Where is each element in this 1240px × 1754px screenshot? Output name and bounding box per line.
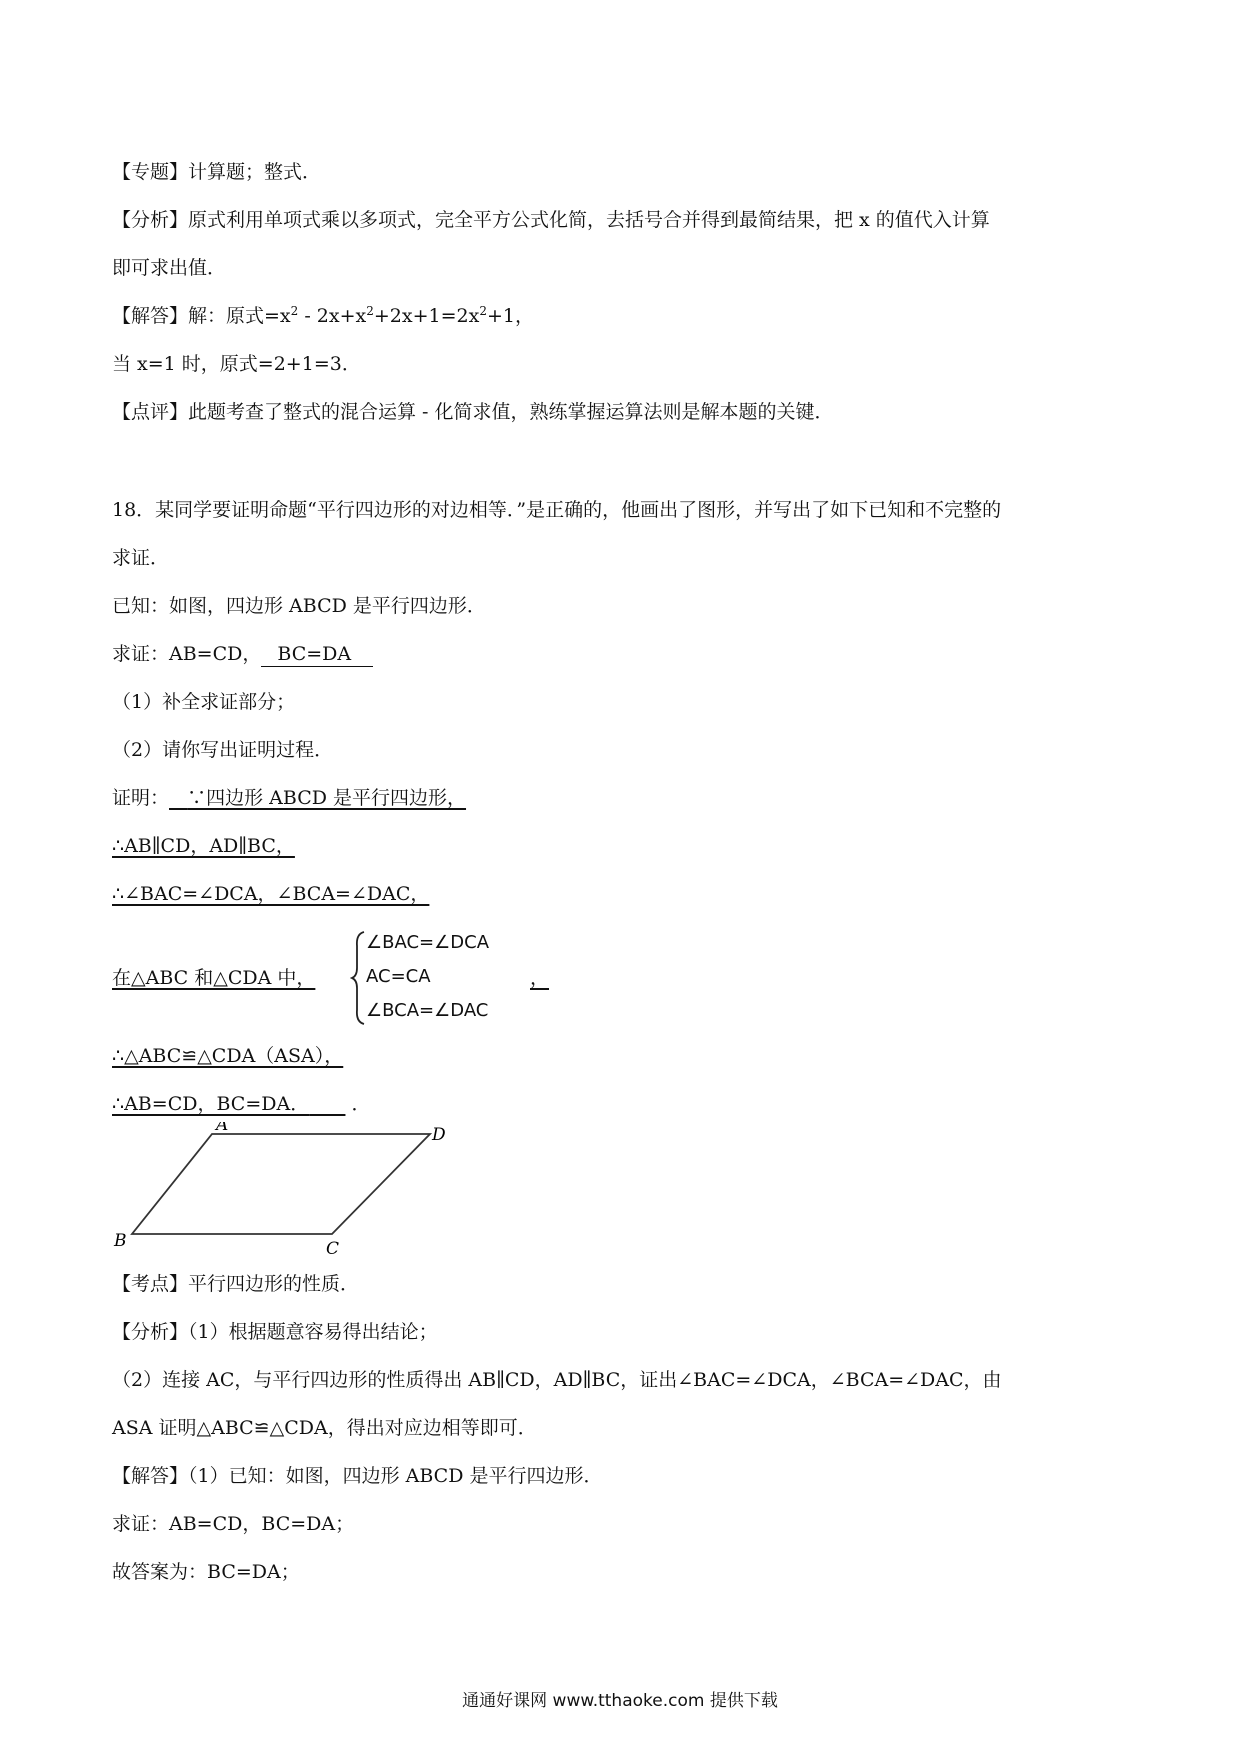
keypoint-line: 【考点】平行四边形的性质．	[112, 1273, 360, 1295]
q18-solution-2: 求证：AB=CD，BC=DA；	[112, 1513, 355, 1535]
parallelogram-shape	[132, 1134, 430, 1234]
prove-prefix: 求证：AB=CD，	[112, 643, 262, 665]
proof-step-3: ∴∠BAC=∠DCA，∠BCA=∠DAC，	[112, 883, 430, 905]
topic-line: 【专题】计算题；整式．	[112, 161, 322, 183]
vertex-label-b: B	[114, 1231, 127, 1251]
q18-task-1: （1）补全求证部分；	[112, 691, 296, 713]
proof-step-2: ∴AB∥CD，AD∥BC，	[112, 835, 295, 857]
q18-task-2: （2）请你写出证明过程．	[112, 739, 334, 761]
q18-stem-1: 18．某同学要证明命题“平行四边形的对边相等．”是正确的，他画出了图形，并写出了如下已知和不完整的	[112, 499, 1002, 521]
q18-solution-3: 故答案为：BC=DA；	[112, 1561, 300, 1583]
parallelogram-figure	[112, 1122, 450, 1258]
proof-step-6-line	[112, 1092, 371, 1116]
system-row-3: ∠BCA=∠DAC	[366, 1000, 489, 1021]
proof-step-1: ∵四边形 ABCD 是平行四边形，	[187, 787, 467, 809]
proof-end-period: ．	[351, 1093, 371, 1115]
proof-step-6: ∴AB=CD，BC=DA．	[112, 1093, 310, 1115]
proof-step-4: 在△ABC 和△CDA 中，	[112, 967, 316, 989]
substitution-line: 当 x=1 时，原式=2+1=3．	[112, 353, 361, 375]
proof-step-4-end: ，	[530, 967, 550, 989]
analysis-line-1: 【分析】原式利用单项式乘以多项式，完全平方公式化简，去括号合并得到最简结果，把 x 的值代入计算	[112, 209, 990, 231]
exponent-3: 2	[479, 304, 487, 318]
analysis-line-2: 即可求出值．	[112, 257, 227, 279]
q18-analysis-1: 【分析】（1）根据题意容易得出结论；	[112, 1321, 438, 1343]
q18-given: 已知：如图，四边形 ABCD 是平行四边形．	[112, 595, 486, 617]
exponent-1: 2	[290, 304, 299, 318]
parallelogram-diagram	[112, 1122, 450, 1258]
vertex-label-d: D	[432, 1125, 446, 1145]
answer-prefix: 【解答】解：原式=x	[112, 305, 291, 327]
proof-label: 证明：	[112, 787, 170, 809]
answer-part3: +2x+1=2x	[373, 305, 480, 327]
page-footer: 通通好课网 www.tthaoke.com 提供下载	[462, 1691, 778, 1711]
q18-solution-1: 【解答】（1）已知：如图，四边形 ABCD 是平行四边形．	[112, 1465, 603, 1487]
vertex-label-a: A	[216, 1122, 229, 1135]
exponent-2: 2	[366, 304, 374, 318]
prove-blank-answer: BC=DA	[261, 643, 373, 667]
answer-line	[112, 304, 534, 328]
proof-line-1	[112, 786, 466, 810]
answer-part2: - 2x+x	[298, 305, 367, 327]
answer-suffix: +1，	[486, 305, 534, 327]
q18-analysis-2: （2）连接 AC，与平行四边形的性质得出 AB∥CD，AD∥BC，证出∠BAC=∠DCA，∠BCA=∠DAC，由	[112, 1369, 1002, 1391]
q18-prove-line	[112, 642, 373, 667]
equation-system	[350, 928, 528, 1028]
comment-line: 【点评】此题考查了整式的混合运算 - 化简求值，熟练掌握运算法则是解本题的关键．	[112, 401, 834, 423]
system-row-1: ∠BAC=∠DCA	[366, 932, 490, 953]
q18-stem-2: 求证．	[112, 547, 170, 569]
system-row-2: AC=CA	[366, 966, 431, 987]
q18-analysis-3: ASA 证明△ABC≌△CDA，得出对应边相等即可．	[112, 1417, 537, 1439]
proof-step-5: ∴△ABC≌△CDA（ASA），	[112, 1045, 344, 1067]
vertex-label-c: C	[326, 1239, 340, 1258]
